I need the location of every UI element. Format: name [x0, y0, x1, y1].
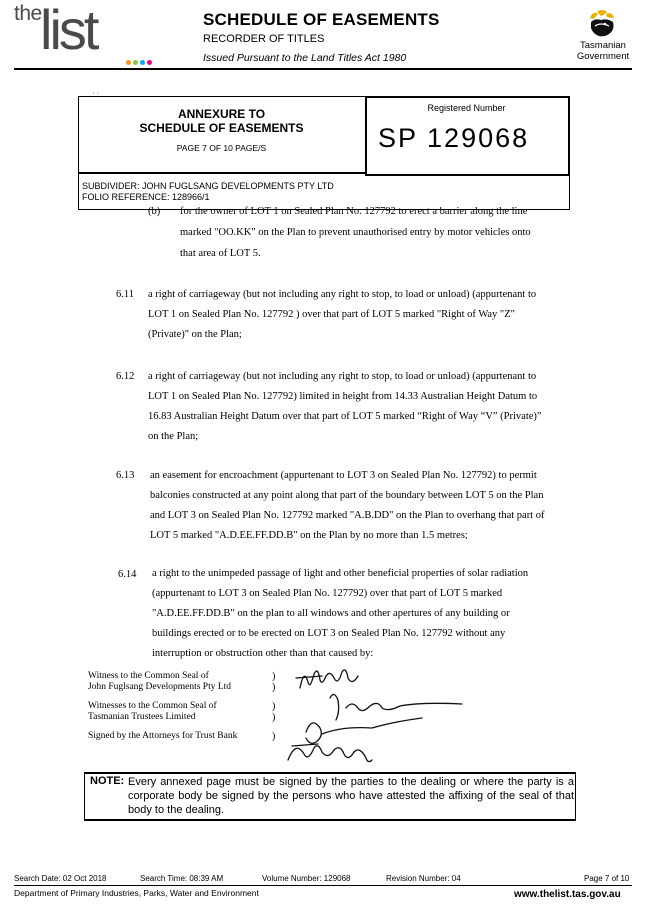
search-date: Search Date: 02 Oct 2018: [14, 874, 107, 883]
logo-list-text: list: [40, 0, 97, 61]
note-text: Every annexed page must be signed by the parties to the dealing or where the party is a corporate body be signed by the persons who have attested the affixing of the seal of that body to the dealing.: [128, 776, 574, 816]
witness-2-label: [88, 701, 217, 723]
logo-dot: [126, 60, 131, 65]
clause-6-12-text: [148, 367, 588, 447]
clause-b-text: [180, 202, 580, 264]
witness-1-bracket: [272, 671, 275, 693]
clause-line: on the Plan;: [148, 431, 199, 442]
clause-line: and LOT 3 on Sealed Plan No. 127792 marked "A.B.DD" on the Plan to overhang that part of: [150, 510, 545, 521]
registered-number-label: Registered Number: [427, 103, 506, 113]
clause-line: for the owner of LOT 1 on Sealed Plan No. 127792 to erect a barrier along the line: [180, 206, 528, 217]
clause-line: LOT 1 on Sealed Plan No. 127792) limited in height from 14.33 Australian Height Datum to: [148, 391, 538, 402]
witness-2-line1: Witnesses to the Common Seal of: [88, 701, 217, 711]
govt-line1: Tasmanian: [580, 40, 626, 51]
clause-line: a right of carriageway (but not including any right to stop, to load or unload) (appurtenant to: [148, 289, 537, 300]
clause-6-14-label: 6.14: [118, 569, 137, 580]
clause-line: buildings erected or to be erected on LOT 3 on Sealed Plan No. 127792 without any: [152, 628, 506, 639]
signature-stroke: [288, 746, 372, 762]
issued-statement: Issued Pursuant to the Land Titles Act 1980: [203, 52, 407, 64]
registered-number: SP 129068: [378, 123, 530, 153]
clause-6-13-text: [150, 466, 590, 546]
subdivider-info: [82, 181, 334, 203]
note-label: NOTE:: [90, 775, 125, 787]
signature-stroke: [292, 744, 318, 746]
signature-stroke: [322, 718, 422, 734]
document-subtitle: RECORDER OF TITLES: [203, 33, 325, 45]
department-name: Department of Primary Industries, Parks, Water and Environment: [14, 888, 259, 898]
clause-6-14-text: [152, 564, 592, 664]
logo-dot: [147, 60, 152, 65]
witness-1-line1: Witness to the Common Seal of: [88, 671, 209, 681]
subdivider-name: SUBDIVIDER: JOHN FUGLSANG DEVELOPMENTS PTY LTD: [82, 181, 334, 191]
bracket: ): [272, 671, 276, 682]
signature-stroke: [306, 723, 321, 743]
volume-number: Volume Number: 129068: [262, 874, 351, 883]
clause-line: balconies constructed at any point along that part of the boundary between LOT 5 on the Plan: [150, 490, 544, 501]
clause-b-label: (b): [148, 206, 161, 217]
page-number: Page 7 of 10: [584, 874, 630, 883]
annexure-title-line1: ANNEXURE TO: [177, 107, 266, 121]
clause-line: an easement for encroachment (appurtenant to LOT 3 on Sealed Plan No. 127792) to permit: [150, 470, 537, 481]
clause-line: 16.83 Australian Height Datum over that part of LOT 5 marked “Right of Way “V” (Private)”: [148, 411, 542, 422]
attorneys-bracket: ): [272, 731, 276, 742]
signature-stroke: [296, 676, 322, 678]
logo-dot: [133, 60, 138, 65]
signature-stroke: [346, 703, 462, 710]
witness-2-bracket: [272, 701, 275, 723]
search-time: Search Time: 08:39 AM: [140, 874, 224, 883]
annexure-title: [78, 107, 365, 135]
folio-reference: FOLIO REFERENCE: 128966/1: [82, 192, 210, 202]
signature-stroke: [300, 670, 358, 688]
clause-6-12-label: 6.12: [116, 371, 135, 382]
witness-1-line2: John Fuglsang Developments Pty Ltd: [88, 682, 232, 692]
witness-1-label: [88, 671, 231, 693]
document-title: SCHEDULE OF EASEMENTS: [203, 10, 440, 29]
clause-6-13-label: 6.13: [116, 470, 135, 481]
handwritten-signatures: [282, 660, 482, 772]
clause-line: interruption or obstruction other than that caused by:: [152, 648, 374, 659]
attorneys-label: Signed by the Attorneys for Trust Bank: [88, 731, 238, 741]
revision-number: Revision Number: 04: [386, 874, 461, 883]
clause-line: (appurtenant to LOT 3 on Sealed Plan No. 127792) over that part of LOT 5 marked: [152, 588, 503, 599]
clause-line: LOT 1 on Sealed Plan No. 127792 ) over that part of LOT 5 marked "Right of Way "Z": [148, 309, 515, 320]
clause-line: "A.D.EE.FF.DD.B" on the plan to all windows and other apertures of any building or: [152, 608, 510, 619]
clause-6-11-label: 6.11: [116, 289, 134, 300]
clause-line: that area of LOT 5.: [180, 248, 261, 259]
signature-stroke: [330, 694, 339, 720]
footer-rule: [14, 885, 632, 886]
clause-line: a right of carriageway (but not including any right to stop, to load or unload) (appurtenant to: [148, 371, 537, 382]
bracket: ): [272, 701, 276, 712]
clause-line: a right to the unimpeded passage of light and other beneficial properties of solar radiation: [152, 568, 529, 579]
logo-the-text: the: [14, 2, 42, 25]
header-rule: [14, 68, 632, 70]
clause-line: LOT 5 marked "A.D.EE.FF.DD.B" on the Plan by no more than 1.5 metres;: [150, 530, 468, 541]
annexure-title-line2: SCHEDULE OF EASEMENTS: [139, 121, 304, 135]
clause-6-11-text: [148, 285, 588, 345]
website-link[interactable]: www.thelist.tas.gov.au: [514, 889, 621, 900]
clause-line: (Private)" on the Plan;: [148, 329, 242, 340]
logo-dot: [140, 60, 145, 65]
tasmanian-government-wordmark: [563, 40, 643, 62]
witness-2-line2: Tasmanian Trustees Limited: [88, 712, 196, 722]
annexure-page-count: PAGE 7 OF 10 PAGE/S: [176, 143, 267, 153]
govt-line2: Government: [576, 51, 630, 62]
bracket: ): [272, 712, 276, 723]
scan-mark: · ·: [92, 89, 100, 98]
bracket: ): [272, 682, 276, 693]
tasmanian-government-emblem-icon: [585, 8, 619, 40]
clause-line: marked "OO.KK" on the Plan to prevent unauthorised entry by motor vehicles onto: [180, 227, 531, 238]
